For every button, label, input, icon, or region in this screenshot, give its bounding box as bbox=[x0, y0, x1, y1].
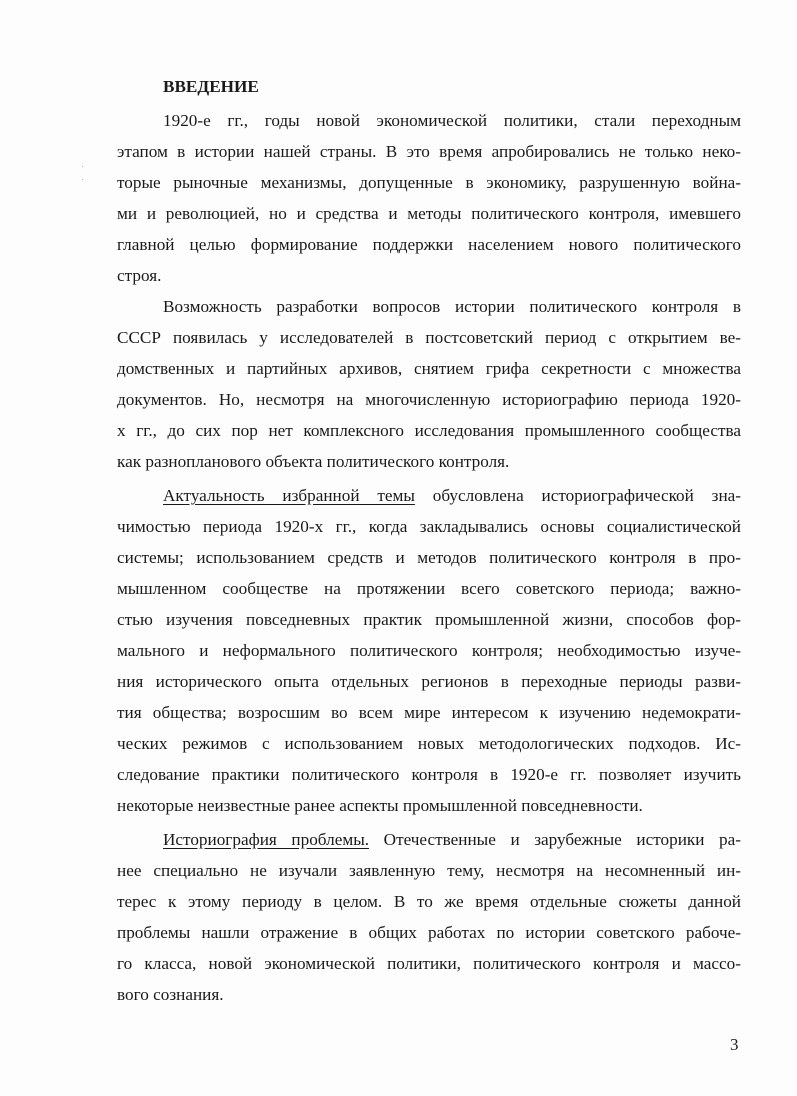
paragraph-3-line-11: некоторые неизвестные ранее аспекты промышленной повседневности. bbox=[117, 796, 643, 815]
paragraph-1-line-2: этапом в истории нашей страны. В это время апробировались не только неко- bbox=[117, 142, 741, 161]
paragraph-4-line-1-rest: Отечественные и зарубежные историки ра- bbox=[369, 830, 742, 849]
paragraph-3-line-7: ния исторического опыта отдельных регионов в переходные периоды разви- bbox=[117, 672, 741, 691]
paragraph-3-line-10: следование практики политического контроля в 1920-е гг. позволяет изучить bbox=[117, 765, 741, 784]
paragraph-4-line-3: терес к этому периоду в целом. В то же время отдельные сюжеты данной bbox=[117, 892, 741, 911]
paragraph-1-line-1: 1920-е гг., годы новой экономической политики, стали переходным bbox=[163, 111, 741, 130]
paragraph-1-line-6: строя. bbox=[117, 266, 162, 285]
scan-speck bbox=[82, 179, 83, 180]
paragraph-1-line-4: ми и революцией, но и средства и методы политического контроля, имевшего bbox=[117, 204, 741, 223]
paragraph-2-line-6: как разнопланового объекта политического контроля. bbox=[117, 452, 510, 471]
paragraph-2-line-4: документов. Но, несмотря на многочисленную историографию периода 1920- bbox=[117, 390, 741, 409]
paragraph-1-line-5: главной целью формирование поддержки населением нового политического bbox=[117, 235, 741, 254]
paragraph-3-line-9: ческих режимов с использованием новых методологических подходов. Ис- bbox=[117, 734, 741, 753]
section-heading: ВВЕДЕНИЕ bbox=[163, 77, 259, 96]
paragraph-2-line-3: домственных и партийных архивов, снятием грифа секретности с множества bbox=[117, 359, 741, 378]
paragraph-4-line-2: нее специально не изучали заявленную тему, несмотря на несомненный ин- bbox=[117, 861, 741, 880]
paragraph-3-line-4: мышленном сообществе на протяжении всего советского периода; важно- bbox=[117, 579, 741, 598]
paragraph-3-line-2: чимостью периода 1920-х гг., когда закладывались основы социалистической bbox=[117, 517, 741, 536]
historiography-label: Историография проблемы. bbox=[163, 830, 370, 849]
scan-speck bbox=[82, 166, 83, 167]
paragraph-4-line-6: вого сознания. bbox=[117, 985, 224, 1004]
paragraph-3-line-5: стью изучения повседневных практик промышленной жизни, способов фор- bbox=[117, 610, 741, 629]
paragraph-3-line-6: мального и неформального политического контроля; необходимостью изуче- bbox=[117, 641, 741, 660]
topic-relevance-label: Актуальность избранной темы bbox=[163, 486, 415, 505]
paragraph-2-line-1: Возможность разработки вопросов истории политического контроля в bbox=[163, 297, 741, 316]
paragraph-2-line-5: х гг., до сих пор нет комплексного исследования промышленного сообщества bbox=[117, 421, 741, 440]
paragraph-4-line-1 bbox=[163, 829, 741, 851]
paragraph-3-line-1 bbox=[163, 485, 741, 507]
paragraph-3-line-1-rest: обусловлена историографической зна- bbox=[414, 486, 741, 505]
paragraph-3-line-3: системы; использованием средств и методов политического контроля в про- bbox=[117, 548, 741, 567]
paragraph-4-line-5: го класса, новой экономической политики, политического контроля и массо- bbox=[117, 954, 741, 973]
paragraph-3-line-8: тия общества; возросшим во всем мире интересом к изучению недемократи- bbox=[117, 703, 741, 722]
page-number: 3 bbox=[730, 1035, 739, 1054]
paragraph-4-line-4: проблемы нашли отражение в общих работах по истории советского рабоче- bbox=[117, 923, 741, 942]
paragraph-2-line-2: СССР появилась у исследователей в постсоветский период с открытием ве- bbox=[117, 328, 741, 347]
paragraph-1-line-3: торые рыночные механизмы, допущенные в экономику, разрушенную война- bbox=[117, 173, 741, 192]
